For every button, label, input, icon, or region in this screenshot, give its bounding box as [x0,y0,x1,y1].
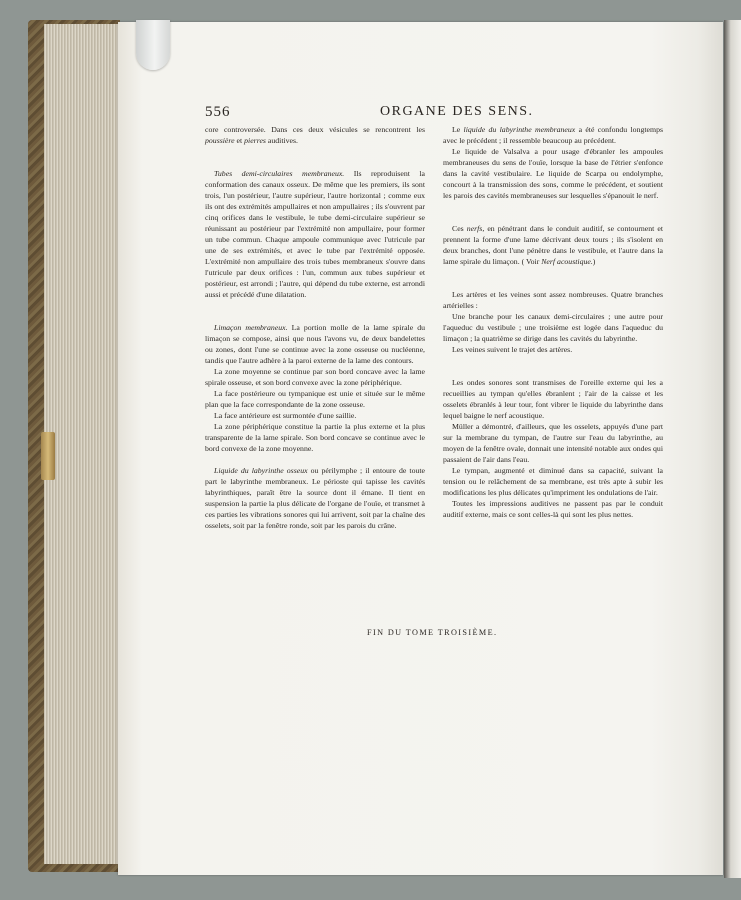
paragraph: core controversée. Dans ces deux vésicules se rencontrent les poussière et pierres auditives. [205,125,425,145]
paragraph: Une branche pour les canaux demi-circulaires ; une autre pour l'aqueduc du vestibule ; une troisième est logée dans l'aqueduc du limaçon ; la quatrième se dirige dans les cavités du labyrinthe. [443,312,663,343]
paragraph: La zone périphérique constitue la partie la plus externe et la plus transparente de la lame spirale. Son bord concave se continue avec le bord convexe de la zone moyenne. [205,422,425,453]
right-column [443,124,663,520]
paragraph: La face antérieure est surmontée d'une saillie. [214,411,357,420]
page-number: 556 [205,104,231,120]
facing-page-edge [724,20,741,878]
paragraph: Müller a démontré, d'ailleurs, que les osselets, appuyés d'une part sur la membrane du tympan, de l'autre sur l'eau du labyrinthe, au moyen de la fenêtre ovale, donnait une intensité notable aux ondes qui passaient de l'air dans l'eau. [443,422,663,464]
paragraph: La face postérieure ou tympanique est unie et située sur le même plan que la face correspondante de la zone osseuse. [205,389,425,409]
book-clasp [41,432,55,480]
left-column [205,124,425,531]
paragraph: Ces nerfs, en pénétrant dans le conduit auditif, se contournent et prennent la forme d'une lame décrivant deux tours ; ils s'isolent en deux branches, dont l'une pénètre dans le vestibule, et l'autre dans la lame spirale du limaçon. ( Voir Nerf acoustique.) [443,224,664,266]
running-title: ORGANE DES SENS. [380,104,534,119]
paragraph: Les artères et les veines sont assez nombreuses. Quatre branches artérielles : [443,290,663,310]
paragraph: Toutes les impressions auditives ne passent pas par le conduit auditif externe, mais ce sont celles-là qui sont les plus nettes. [443,499,663,519]
paragraph: Le liquide de Valsalva a pour usage d'ébranler les ampoules membraneuses du sens de l'ouïe, lorsque la base de l'étrier s'enfonce dans la cavité vestibulaire. Le liquide de Scarpa ou endolymphe, concourt à la transmission des sons, comme le précédent, et soutient les parois des cavités membraneuses sur lesquelles s'épanouit le nerf. [443,147,663,200]
paragraph: Les ondes sonores sont transmises de l'oreille externe qui les a recueillies au tympan qu'elles ébranlent ; l'air de la caisse et les osselets ébranlés à leur tour, font vibrer le liquide du labyrinthe dans lequel baigne le nerf acoustique. [443,378,663,420]
page-block-edge [44,24,118,864]
paragraph: Le liquide du labyrinthe membraneux a été confondu longtemps avec le précédent ; il ressemble beaucoup au précédent. [443,125,663,145]
paragraph: La zone moyenne se continue par son bord concave avec la lame spirale osseuse, et son bord convexe avec la zone périphérique. [205,367,425,387]
end-note: FIN DU TOME TROISIÈME. [367,628,498,637]
paragraph: Tubes demi-circulaires membraneux. Ils reproduisent la conformation des canaux osseux. De même que les premiers, ils sont trois, l'un postérieur, l'autre supérieur, l'autre horizontal ; comme eux ils ont des extrémités ampullaires et non ampullaires ; ils s'ouvrent par cinq orifices dans le vestibule, le tube demi-circulaire supérieur se réunissant au postérieur par l'extrémité non ampullaire, pour former un tube commun. Chaque ampoule communique avec l'utricule par une de ses extrémités, et avec le tube par l'extrémité opposée. L'extrémité non ampullaire des trois tubes membraneux s'ouvre dans l'utricule par deux orifices : l'un, commun aux tubes supérieur et postérieur, est arrondi ; l'autre, qui dépend du tube externe, est arrondi aussi et précédé d'une dilatation. [205,169,425,299]
paragraph: Liquide du labyrinthe osseux ou périlymphe ; il entoure de toute part le labyrinthe membraneux. Le périoste qui tapisse les cavités labyrinthiques, paraît être la source dont il émane. Il tient en suspension la partie la plus délicate de l'organe de l'ouïe, et transmet à ces parties les vibrations sonores qui lui arrivent, soit par la chaîne des osselets, soit par la fenêtre ronde, soit par les parois du crâne. [205,466,425,530]
paragraph: Le tympan, augmenté et diminué dans sa capacité, suivant la tension ou le relâchement de sa membrane, est très apte à subir les modifications les plus délicates qu'impriment les ondulations de l'air. [443,466,663,497]
page-clip-tab [136,20,170,70]
paragraph: Les veines suivent le trajet des artères. [452,345,573,354]
paragraph: Limaçon membraneux. La portion molle de la lame spirale du limaçon se compose, ainsi que nous l'avons vu, de deux bandelettes ou zones, dont l'une se continue avec la zone osseuse ou nucléenne, tandis que l'autre adhère à la paroi externe de la lame des contours. [205,323,425,365]
